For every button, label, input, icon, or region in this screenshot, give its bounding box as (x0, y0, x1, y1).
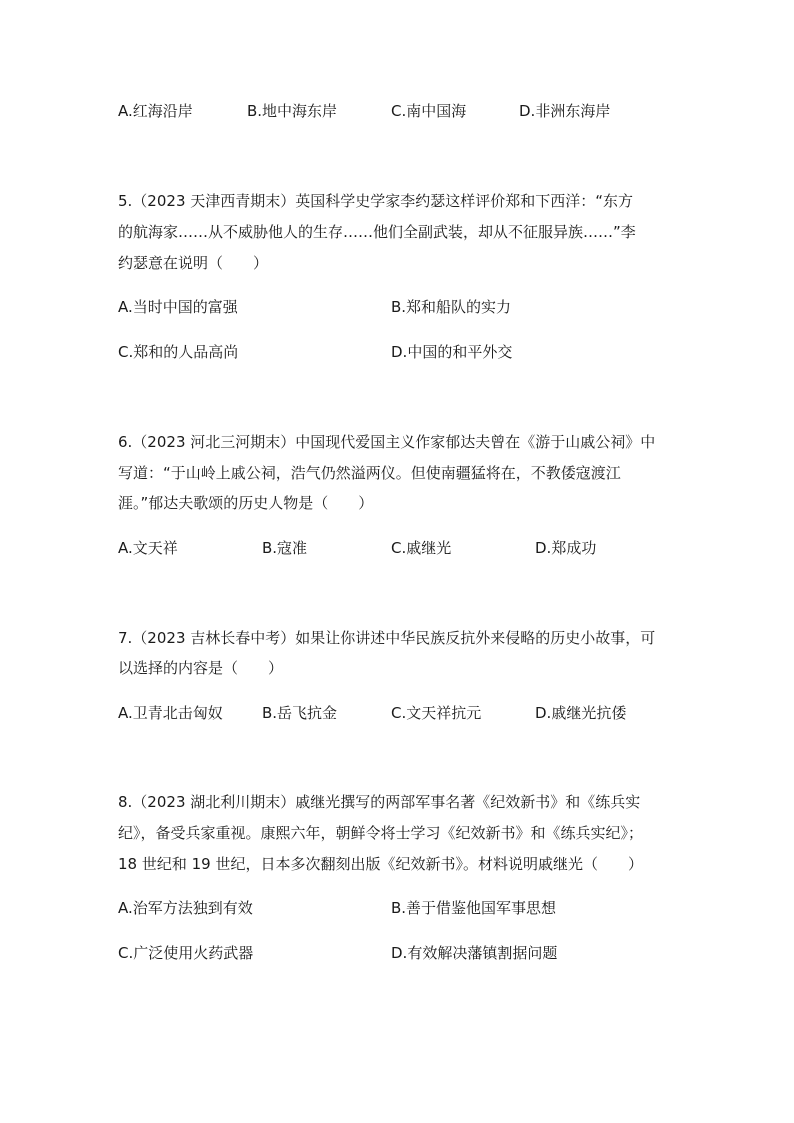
q8-stem-line-2: 纪》，备受兵家重视。康熙六年，朝鲜令将士学习《纪效新书》和《练兵实纪》； (118, 824, 644, 842)
q8-option-c: C.广泛使用火药武器 (118, 944, 254, 962)
q6-option-b: B.寇准 (262, 539, 308, 557)
q7-stem-line-2: 以选择的内容是（ ） (118, 659, 284, 677)
q8-option-b: B.善于借鉴他国军事思想 (391, 899, 557, 917)
q4-option-a: A.红海沿岸 (118, 102, 193, 120)
q6-stem-line-3: 涯。”郁达夫歌颂的历史人物是（ ） (118, 494, 374, 512)
q5-option-a: A.当时中国的富强 (118, 298, 238, 316)
q5-stem-line-2: 的航海家……从不威胁他人的生存……他们全副武装，却从不征服异族……”李 (118, 223, 636, 241)
q8-option-a: A.治军方法独到有效 (118, 899, 253, 917)
q6-option-c: C.戚继光 (391, 539, 452, 557)
q6-option-a: A.文天祥 (118, 539, 178, 557)
q6-stem-line-1: 6.（2023 河北三河期末）中国现代爱国主义作家郁达夫曾在《游于山戚公祠》中 (118, 433, 656, 451)
q4-option-d: D.非洲东海岸 (519, 102, 611, 120)
q5-option-b: B.郑和船队的实力 (391, 298, 512, 316)
q8-option-d: D.有效解决藩镇割据问题 (391, 944, 558, 962)
q8-stem-line-1: 8.（2023 湖北利川期末）戚继光撰写的两部军事名著《纪效新书》和《练兵实 (118, 793, 641, 811)
q7-option-d: D.戚继光抗倭 (535, 704, 627, 722)
q8-stem-line-3: 18 世纪和 19 世纪，日本多次翻刻出版《纪效新书》。材料说明戚继光（ ） (118, 855, 643, 873)
q7-stem-line-1: 7.（2023 吉林长春中考）如果让你讲述中华民族反抗外来侵略的历史小故事，可 (118, 629, 656, 647)
q7-option-c: C.文天祥抗元 (391, 704, 482, 722)
q4-option-c: C.南中国海 (391, 102, 467, 120)
q5-option-d: D.中国的和平外交 (391, 343, 513, 361)
q4-option-b: B.地中海东岸 (247, 102, 338, 120)
q5-stem-line-3: 约瑟意在说明（ ） (118, 254, 269, 272)
q7-option-a: A.卫青北击匈奴 (118, 704, 223, 722)
q6-option-d: D.郑成功 (535, 539, 597, 557)
q5-option-c: C.郑和的人品高尚 (118, 343, 239, 361)
q6-stem-line-2: 写道：“于山岭上戚公祠，浩气仍然溢两仪。但使南疆猛将在，不教倭寇渡江 (118, 464, 621, 482)
q7-option-b: B.岳飞抗金 (262, 704, 338, 722)
q5-stem-line-1: 5.（2023 天津西青期末）英国科学史学家李约瑟这样评价郑和下西洋：“东方 (118, 192, 634, 210)
